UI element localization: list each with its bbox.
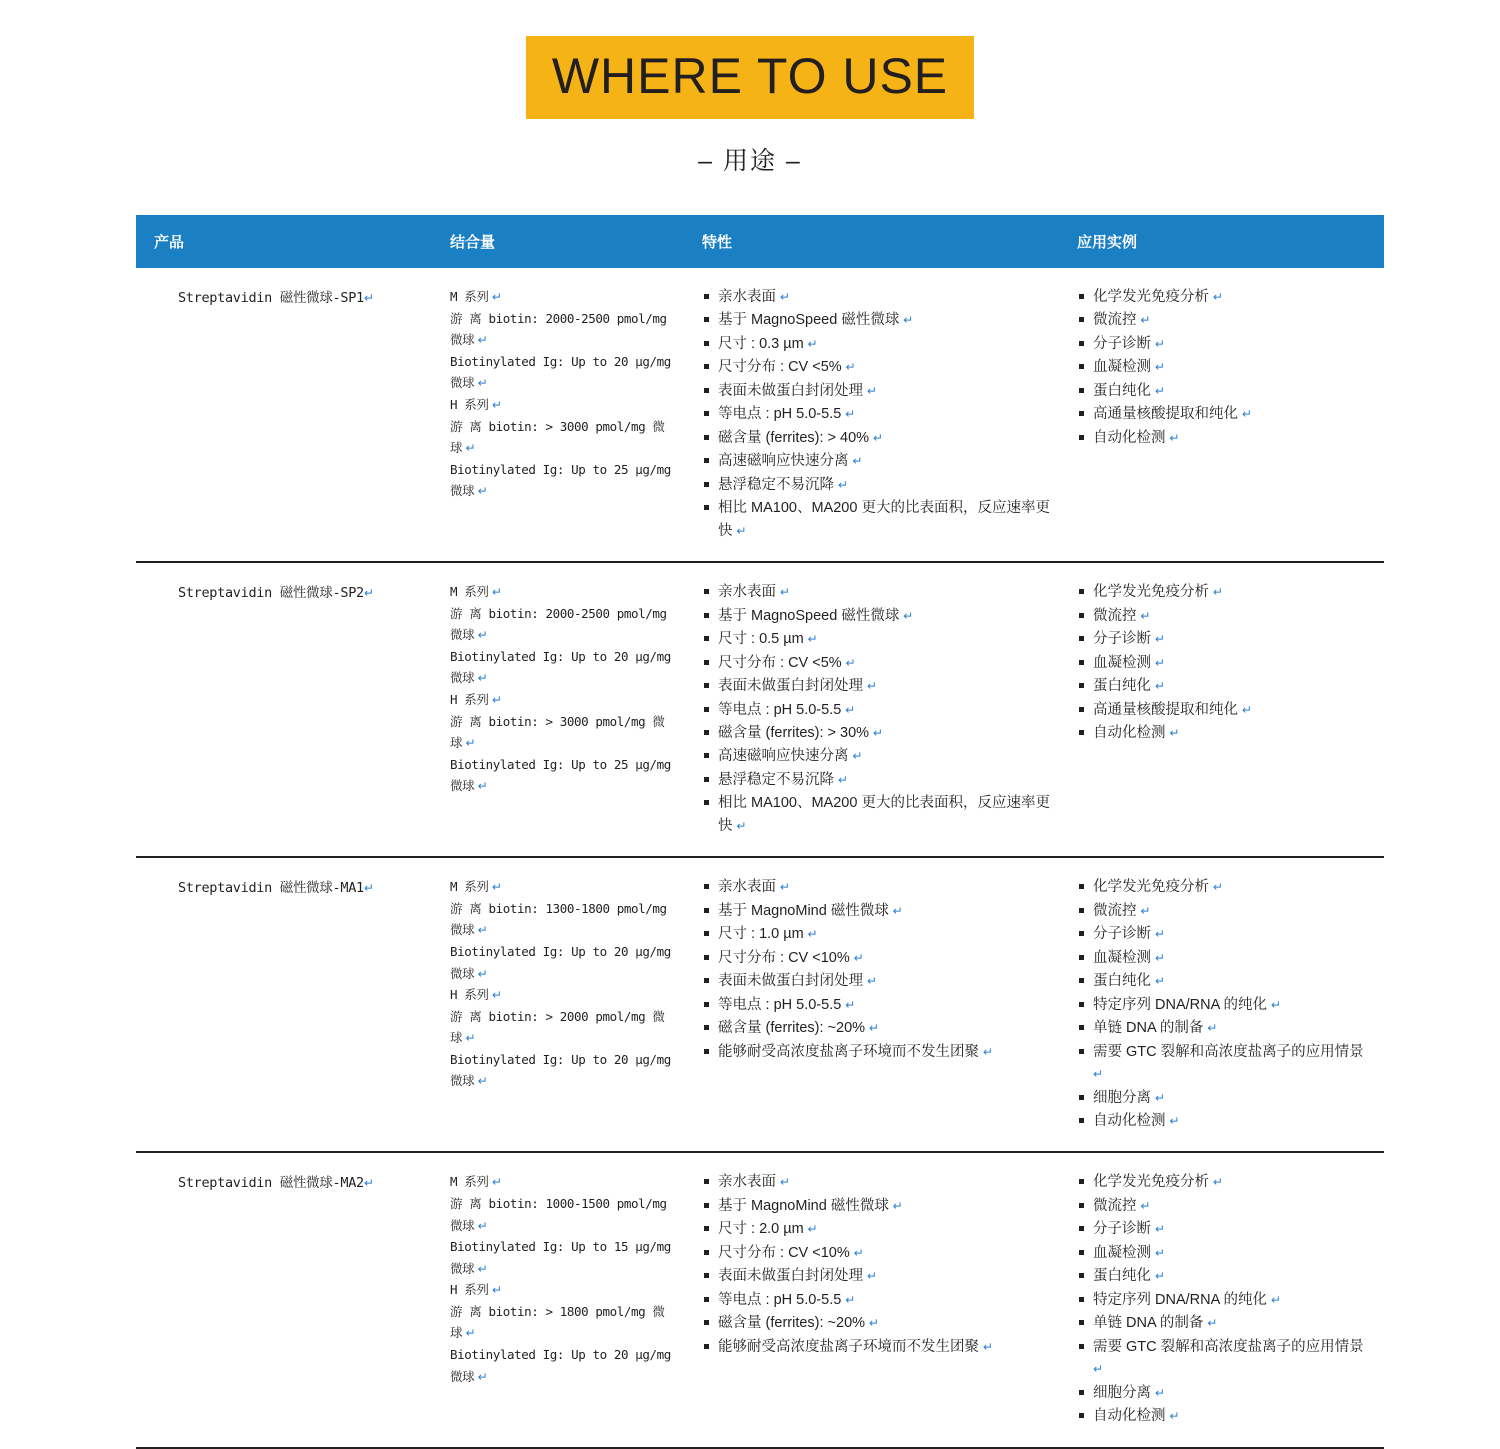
paragraph-mark-icon: ↵: [1209, 290, 1223, 304]
paragraph-mark-icon: ↵: [488, 1283, 502, 1298]
paragraph-mark-icon: ↵: [863, 679, 877, 694]
paragraph-mark-icon: ↵: [1209, 585, 1223, 600]
table-body: [136, 268, 1384, 1449]
paragraph-mark-icon: ↵: [462, 736, 476, 751]
product-name: Streptavidin 磁性微球-SP2↵: [178, 585, 374, 602]
feature-item: 尺寸分布 : CV <5% ↵: [702, 356, 1051, 378]
feature-item: 基于 MagnoMind 磁性微球 ↵: [702, 1195, 1051, 1217]
paragraph-mark-icon: ↵: [863, 383, 877, 398]
feature-item: 亲水表面 ↵: [702, 876, 1051, 898]
table-header-row: [136, 215, 1384, 268]
binding-capacity-cell: [434, 876, 686, 1133]
paragraph-mark-icon: ↵: [899, 608, 914, 623]
paragraph-mark-icon: ↵: [979, 1339, 993, 1354]
paragraph-mark-icon: ↵: [834, 477, 848, 492]
binding-capacity-line: Biotinylated Ig: Up to 20 µg/mg 微球 ↵: [450, 1347, 671, 1384]
paragraph-mark-icon: ↵: [1151, 1385, 1165, 1400]
application-item: 血凝检测 ↵: [1077, 947, 1374, 969]
application-item: 化学发光免疫分析 ↵: [1077, 1171, 1374, 1193]
applications-cell: [1061, 1171, 1384, 1428]
paragraph-mark-icon: ↵: [849, 950, 864, 965]
binding-capacity-line: Biotinylated Ig: Up to 20 µg/mg 微球 ↵: [450, 648, 671, 686]
paragraph-mark-icon: ↵: [474, 1261, 488, 1276]
application-item: 自动化检测 ↵: [1077, 427, 1374, 449]
page-subtitle: – 用途 –: [698, 146, 802, 175]
paragraph-mark-icon: ↵: [1267, 1292, 1281, 1307]
application-item: 化学发光免疫分析 ↵: [1077, 876, 1374, 898]
application-item: 需要 GTC 裂解和高浓度盐离子的应用情景 ↵: [1077, 1041, 1374, 1086]
feature-item: 等电点 : pH 5.0-5.5 ↵: [702, 403, 1051, 425]
paragraph-mark-icon: ↵: [803, 1222, 818, 1237]
application-item: 血凝检测 ↵: [1077, 356, 1374, 378]
paragraph-mark-icon: ↵: [1151, 1222, 1165, 1237]
paragraph-mark-icon: ↵: [474, 966, 488, 981]
applications-cell-list: [1077, 286, 1374, 449]
binding-capacity-line: 游 离 biotin: > 1800 pmol/mg 微球 ↵: [450, 1303, 665, 1341]
feature-item: 磁含量 (ferrites): > 40% ↵: [702, 427, 1051, 449]
binding-capacity-cell: [434, 581, 686, 838]
feature-item: 基于 MagnoSpeed 磁性微球 ↵: [702, 605, 1051, 627]
paragraph-mark-icon: ↵: [1136, 608, 1151, 623]
paragraph-mark-icon: ↵: [1165, 1409, 1180, 1424]
table-row: [136, 1153, 1384, 1448]
feature-item: 尺寸分布 : CV <5% ↵: [702, 652, 1051, 674]
paragraph-mark-icon: ↵: [1151, 383, 1165, 398]
application-item: 自动化检测 ↵: [1077, 1110, 1374, 1132]
application-item: 高通量核酸提取和纯化 ↵: [1077, 403, 1374, 425]
features-cell: [686, 286, 1061, 543]
product-name: Streptavidin 磁性微球-MA1↵: [178, 880, 374, 897]
paragraph-mark-icon: ↵: [1165, 725, 1180, 740]
paragraph-mark-icon: ↵: [865, 1021, 879, 1036]
binding-capacity-line: M 系列 ↵: [450, 584, 502, 600]
paragraph-mark-icon: ↵: [1238, 702, 1252, 717]
paragraph-mark-icon: ↵: [803, 632, 818, 647]
applications-cell-list: [1077, 876, 1374, 1132]
feature-item: 相比 MA100、MA200 更大的比表面积，反应速率更快 ↵: [702, 497, 1051, 542]
application-item: 单链 DNA 的制备 ↵: [1077, 1017, 1374, 1039]
paragraph-mark-icon: ↵: [776, 290, 790, 304]
features-cell: [686, 1171, 1061, 1428]
feature-item: 尺寸分布 : CV <10% ↵: [702, 947, 1051, 969]
paragraph-mark-icon: ↵: [1238, 407, 1252, 422]
binding-capacity-line: 游 离 biotin: 1300-1800 pmol/mg 微球 ↵: [450, 900, 667, 938]
paragraph-mark-icon: ↵: [474, 1369, 488, 1384]
application-item: 分子诊断 ↵: [1077, 628, 1374, 650]
paragraph-mark-icon: ↵: [869, 725, 883, 740]
binding-capacity-line: 游 离 biotin: > 2000 pmol/mg 微球 ↵: [450, 1008, 665, 1046]
application-item: 血凝检测 ↵: [1077, 1242, 1374, 1264]
table-row: [136, 563, 1384, 858]
binding-capacity-line: 游 离 biotin: 1000-1500 pmol/mg 微球 ↵: [450, 1196, 667, 1233]
feature-item: 基于 MagnoMind 磁性微球 ↵: [702, 900, 1051, 922]
product-name: Streptavidin 磁性微球-MA2↵: [178, 1175, 374, 1192]
paragraph-mark-icon: ↵: [1165, 430, 1180, 445]
paragraph-mark-icon: ↵: [462, 1031, 476, 1046]
page-title: WHERE TO USE: [526, 36, 974, 119]
paragraph-mark-icon: ↵: [1151, 360, 1165, 375]
feature-item: 能够耐受高浓度盐离子环境而不发生团聚 ↵: [702, 1041, 1051, 1063]
application-item: 细胞分离 ↵: [1077, 1087, 1374, 1109]
feature-item: 高速磁响应快速分离 ↵: [702, 450, 1051, 472]
paragraph-mark-icon: ↵: [1267, 997, 1281, 1012]
paragraph-mark-icon: ↵: [474, 484, 488, 499]
feature-item: 亲水表面 ↵: [702, 1171, 1051, 1193]
paragraph-mark-icon: ↵: [488, 988, 502, 1003]
binding-capacity-line: 游 离 biotin: 2000-2500 pmol/mg 微球 ↵: [450, 310, 667, 348]
binding-capacity-line: Biotinylated Ig: Up to 25 µg/mg 微球 ↵: [450, 756, 671, 794]
binding-capacity-cell: [434, 286, 686, 543]
features-cell-list: [702, 286, 1051, 542]
paragraph-mark-icon: ↵: [488, 880, 502, 895]
binding-capacity-line: M 系列 ↵: [450, 289, 502, 304]
paragraph-mark-icon: ↵: [474, 333, 488, 348]
table-row: [136, 268, 1384, 563]
paragraph-mark-icon: ↵: [474, 628, 488, 643]
binding-capacity-line: H 系列 ↵: [450, 396, 502, 412]
feature-item: 磁含量 (ferrites): ~20% ↵: [702, 1017, 1051, 1039]
features-cell: [686, 581, 1061, 838]
paragraph-mark-icon: ↵: [732, 523, 747, 538]
application-item: 微流控 ↵: [1077, 309, 1374, 331]
paragraph-mark-icon: ↵: [1151, 1269, 1165, 1284]
paragraph-mark-icon: ↵: [462, 441, 476, 455]
paragraph-mark-icon: ↵: [488, 585, 502, 600]
paragraph-mark-icon: ↵: [863, 974, 877, 989]
application-item: 微流控 ↵: [1077, 605, 1374, 627]
column-header-product: 产品: [154, 234, 185, 251]
application-item: 细胞分离 ↵: [1077, 1382, 1374, 1404]
feature-item: 表面未做蛋白封闭处理 ↵: [702, 970, 1051, 992]
binding-capacity-line: 游 离 biotin: > 3000 pmol/mg 微球 ↵: [450, 418, 665, 455]
binding-capacity-line: M 系列 ↵: [450, 1174, 502, 1190]
feature-item: 等电点 : pH 5.0-5.5 ↵: [702, 1289, 1051, 1311]
product-table: [136, 215, 1384, 1449]
paragraph-mark-icon: ↵: [1136, 313, 1151, 328]
applications-cell: [1061, 581, 1384, 838]
paragraph-mark-icon: ↵: [1151, 679, 1165, 694]
paragraph-mark-icon: ↵: [1136, 903, 1151, 918]
paragraph-mark-icon: ↵: [841, 655, 856, 670]
application-item: 自动化检测 ↵: [1077, 722, 1374, 744]
paragraph-mark-icon: ↵: [363, 586, 374, 601]
paragraph-mark-icon: ↵: [363, 1176, 374, 1191]
feature-item: 尺寸 : 2.0 µm ↵: [702, 1218, 1051, 1240]
paragraph-mark-icon: ↵: [848, 749, 863, 764]
paragraph-mark-icon: ↵: [1151, 950, 1165, 965]
column-header-binding: 结合量: [450, 234, 496, 251]
binding-capacity-line: M 系列 ↵: [450, 879, 502, 895]
paragraph-mark-icon: ↵: [1093, 1362, 1104, 1377]
paragraph-mark-icon: ↵: [488, 290, 502, 304]
feature-item: 表面未做蛋白封闭处理 ↵: [702, 380, 1051, 402]
application-item: 化学发光免疫分析 ↵: [1077, 581, 1374, 603]
application-item: 蛋白纯化 ↵: [1077, 380, 1374, 402]
feature-item: 尺寸 : 0.3 µm ↵: [702, 333, 1051, 355]
paragraph-mark-icon: ↵: [849, 1245, 864, 1260]
features-cell-list: [702, 581, 1051, 837]
application-item: 特定序列 DNA/RNA 的纯化 ↵: [1077, 1289, 1374, 1311]
application-item: 微流控 ↵: [1077, 900, 1374, 922]
application-item: 自动化检测 ↵: [1077, 1405, 1374, 1427]
application-item: 分子诊断 ↵: [1077, 923, 1374, 945]
features-cell-list: [702, 876, 1051, 1063]
feature-item: 相比 MA100、MA200 更大的比表面积，反应速率更快 ↵: [702, 792, 1051, 837]
paragraph-mark-icon: ↵: [888, 1198, 903, 1213]
paragraph-mark-icon: ↵: [474, 779, 488, 794]
feature-item: 亲水表面 ↵: [702, 286, 1051, 308]
applications-cell: [1061, 876, 1384, 1133]
paragraph-mark-icon: ↵: [803, 927, 818, 942]
product-name: Streptavidin 磁性微球-SP1↵: [178, 290, 374, 306]
paragraph-mark-icon: ↵: [869, 430, 883, 445]
paragraph-mark-icon: ↵: [1151, 336, 1165, 351]
binding-capacity-line: H 系列 ↵: [450, 692, 502, 708]
features-cell: [686, 876, 1061, 1133]
feature-item: 等电点 : pH 5.0-5.5 ↵: [702, 699, 1051, 721]
feature-item: 悬浮稳定不易沉降 ↵: [702, 769, 1051, 791]
paragraph-mark-icon: ↵: [865, 1316, 879, 1331]
binding-capacity-line: Biotinylated Ig: Up to 25 µg/mg 微球 ↵: [450, 461, 671, 499]
paragraph-mark-icon: ↵: [1151, 1245, 1165, 1260]
paragraph-mark-icon: ↵: [474, 376, 488, 391]
paragraph-mark-icon: ↵: [1209, 880, 1223, 895]
paragraph-mark-icon: ↵: [841, 702, 856, 717]
paragraph-mark-icon: ↵: [363, 291, 374, 305]
paragraph-mark-icon: ↵: [1151, 974, 1165, 989]
title-block: [0, 0, 1500, 177]
feature-item: 磁含量 (ferrites): ~20% ↵: [702, 1312, 1051, 1334]
paragraph-mark-icon: ↵: [488, 1175, 502, 1190]
application-item: 蛋白纯化 ↵: [1077, 970, 1374, 992]
paragraph-mark-icon: ↵: [474, 923, 488, 938]
applications-cell: [1061, 286, 1384, 543]
paragraph-mark-icon: ↵: [888, 903, 903, 918]
applications-cell-list: [1077, 581, 1374, 744]
paragraph-mark-icon: ↵: [474, 1218, 488, 1233]
binding-capacity-line: H 系列 ↵: [450, 1282, 502, 1298]
paragraph-mark-icon: ↵: [1151, 927, 1165, 942]
feature-item: 悬浮稳定不易沉降 ↵: [702, 474, 1051, 496]
feature-item: 表面未做蛋白封闭处理 ↵: [702, 1265, 1051, 1287]
application-item: 分子诊断 ↵: [1077, 333, 1374, 355]
paragraph-mark-icon: ↵: [1151, 632, 1165, 647]
paragraph-mark-icon: ↵: [1093, 1067, 1104, 1082]
application-item: 微流控 ↵: [1077, 1195, 1374, 1217]
applications-cell-list: [1077, 1171, 1374, 1427]
feature-item: 等电点 : pH 5.0-5.5 ↵: [702, 994, 1051, 1016]
feature-item: 尺寸 : 0.5 µm ↵: [702, 628, 1051, 650]
feature-item: 亲水表面 ↵: [702, 581, 1051, 603]
paragraph-mark-icon: ↵: [803, 336, 818, 351]
paragraph-mark-icon: ↵: [474, 671, 488, 686]
paragraph-mark-icon: ↵: [863, 1269, 877, 1284]
application-item: 单链 DNA 的制备 ↵: [1077, 1312, 1374, 1334]
binding-capacity-line: Biotinylated Ig: Up to 20 µg/mg 微球 ↵: [450, 944, 671, 981]
paragraph-mark-icon: ↵: [474, 1074, 488, 1089]
product-cell: [136, 581, 434, 838]
paragraph-mark-icon: ↵: [488, 693, 502, 708]
column-header-features: 特性: [702, 234, 733, 251]
application-item: 血凝检测 ↵: [1077, 652, 1374, 674]
paragraph-mark-icon: ↵: [1151, 655, 1165, 670]
paragraph-mark-icon: ↵: [1151, 1090, 1165, 1105]
paragraph-mark-icon: ↵: [841, 407, 856, 422]
paragraph-mark-icon: ↵: [363, 881, 374, 896]
paragraph-mark-icon: ↵: [979, 1044, 993, 1059]
binding-capacity-line: Biotinylated Ig: Up to 15 µg/mg 微球 ↵: [450, 1239, 671, 1276]
product-cell: [136, 286, 434, 543]
application-item: 蛋白纯化 ↵: [1077, 675, 1374, 697]
paragraph-mark-icon: ↵: [899, 313, 914, 328]
application-item: 化学发光免疫分析 ↵: [1077, 286, 1374, 308]
column-header-applications: 应用实例: [1077, 234, 1138, 251]
feature-item: 表面未做蛋白封闭处理 ↵: [702, 675, 1051, 697]
paragraph-mark-icon: ↵: [841, 997, 856, 1012]
paragraph-mark-icon: ↵: [841, 1292, 856, 1307]
paragraph-mark-icon: ↵: [1136, 1198, 1151, 1213]
feature-item: 基于 MagnoSpeed 磁性微球 ↵: [702, 309, 1051, 331]
application-item: 分子诊断 ↵: [1077, 1218, 1374, 1240]
paragraph-mark-icon: ↵: [848, 454, 863, 469]
table-row: [136, 858, 1384, 1153]
product-cell: [136, 876, 434, 1133]
application-item: 特定序列 DNA/RNA 的纯化 ↵: [1077, 994, 1374, 1016]
binding-capacity-line: H 系列 ↵: [450, 987, 502, 1003]
feature-item: 高速磁响应快速分离 ↵: [702, 745, 1051, 767]
binding-capacity-line: Biotinylated Ig: Up to 20 µg/mg 微球 ↵: [450, 1051, 671, 1089]
binding-capacity-line: 游 离 biotin: > 3000 pmol/mg 微球 ↵: [450, 713, 665, 751]
feature-item: 尺寸分布 : CV <10% ↵: [702, 1242, 1051, 1264]
product-cell: [136, 1171, 434, 1428]
application-item: 需要 GTC 裂解和高浓度盐离子的应用情景 ↵: [1077, 1336, 1374, 1381]
paragraph-mark-icon: ↵: [1203, 1021, 1218, 1036]
paragraph-mark-icon: ↵: [776, 585, 790, 600]
paragraph-mark-icon: ↵: [841, 360, 856, 375]
feature-item: 能够耐受高浓度盐离子环境而不发生团聚 ↵: [702, 1336, 1051, 1358]
paragraph-mark-icon: ↵: [488, 397, 502, 412]
binding-capacity-line: 游 离 biotin: 2000-2500 pmol/mg 微球 ↵: [450, 605, 667, 643]
binding-capacity-cell: [434, 1171, 686, 1428]
paragraph-mark-icon: ↵: [1165, 1114, 1180, 1128]
features-cell-list: [702, 1171, 1051, 1358]
paragraph-mark-icon: ↵: [834, 772, 848, 787]
application-item: 高通量核酸提取和纯化 ↵: [1077, 699, 1374, 721]
paragraph-mark-icon: ↵: [1209, 1175, 1223, 1190]
feature-item: 磁含量 (ferrites): > 30% ↵: [702, 722, 1051, 744]
application-item: 蛋白纯化 ↵: [1077, 1265, 1374, 1287]
paragraph-mark-icon: ↵: [732, 818, 747, 833]
paragraph-mark-icon: ↵: [776, 1175, 790, 1190]
binding-capacity-line: Biotinylated Ig: Up to 20 µg/mg 微球 ↵: [450, 353, 671, 391]
paragraph-mark-icon: ↵: [462, 1326, 476, 1341]
feature-item: 尺寸 : 1.0 µm ↵: [702, 923, 1051, 945]
paragraph-mark-icon: ↵: [1203, 1316, 1218, 1331]
paragraph-mark-icon: ↵: [776, 880, 790, 895]
